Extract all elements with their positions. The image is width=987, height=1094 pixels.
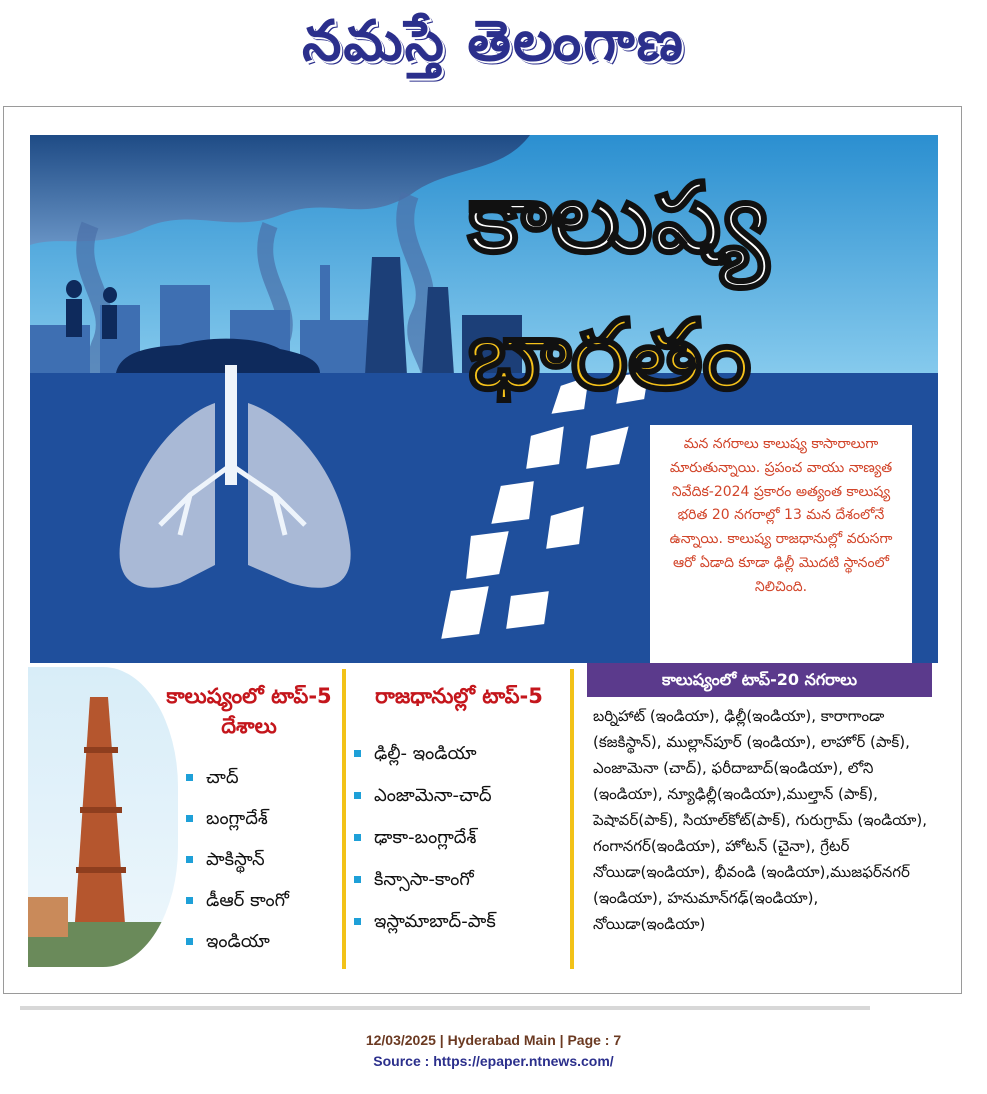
masthead-title: నమస్తే తెలంగాణ (302, 8, 685, 74)
article-clipping (3, 106, 962, 994)
list-item: కిన్సాసా-కాంగో (354, 859, 564, 901)
headline-line-1: కాలుష్య (468, 162, 769, 274)
list-item: ఢిల్లీ- ఇండియా (354, 733, 564, 775)
lists-section (4, 663, 961, 993)
capitals-list (354, 733, 564, 943)
list-item: ఢాకా-బంగ్లాదేశ్ (354, 817, 564, 859)
top5-capitals (354, 681, 564, 943)
page-edge-strip (20, 1006, 870, 1010)
column-divider (342, 669, 346, 969)
qutub-minar-image (28, 667, 178, 967)
list-item: బంగ్లాదేశ్ (186, 798, 334, 839)
list-item: చాద్ (186, 757, 334, 798)
top5-countries (164, 681, 334, 962)
countries-list (164, 757, 334, 962)
list-item: డీఆర్ కాంగో (186, 880, 334, 921)
page-footer (0, 1030, 987, 1072)
qutub-minar-photo (28, 667, 178, 967)
list-item: ఎంజామెనా-చాద్ (354, 775, 564, 817)
capitals-heading: రాజధానుల్లో టాప్-5 (375, 684, 543, 708)
footer-edition-line: 12/03/2025 | Hyderabad Main | Page : 7 (365, 1032, 622, 1048)
column-divider (570, 669, 574, 969)
headline-line-2: భారతం (468, 299, 752, 411)
intro-paragraph: మన నగరాలు కాలుష్య కాసారాలుగా మారుతున్నాయి. ప్రపంచ వాయు నాణ్యత నివేదిక-2024 ప్రకారం అత్యంత కాలుష్య భరిత 20 నగరాల్లో 13 మన దేశంలోనే ఉన్నాయి. కాలుష్య రాజధానుల్లో వరుసగా ఆరో ఏడాది కూడా ఢిల్లీ మొదటి స్థానంలో నిలిచింది. (650, 425, 912, 663)
list-item: పాకిస్థాన్ (186, 839, 334, 880)
newspaper-masthead (0, 8, 987, 88)
list-item: ఇండియా (186, 921, 334, 962)
hero-illustration (30, 135, 938, 663)
list-item: ఇస్లామాబాద్-పాక్ (354, 901, 564, 943)
top20-heading: కాలుష్యంలో టాప్-20 నగరాలు (587, 663, 932, 697)
top20-list: బర్నిహాట్ (ఇండియా), ఢిల్లీ(ఇండియా), కారాగాండా (కజకిస్థాన్), ముల్లాన్‌పూర్ (ఇండియా), లాహోర్ (పాక్), ఎంజామెనా (చాద్), ఫరీదాబాద్(ఇండియా), లోని (ఇండియా), న్యూఢిల్లీ(ఇండియా),ముల్తాన్ (పాక్), పెషావర్(పాక్), సియాల్‌కోట్(పాక్), గురుగ్రామ్ (ఇండియా), గంగానగర్(ఇండియా), హోటన్ (చైనా), గ్రేటర్ నోయిడా(ఇండియా), భీవండి (ఇండియా),ముజఫర్‌నగర్ (ఇండియా), హనుమాన్‌గఢ్(ఇండియా), నోయిడా(ఇండియా) (593, 707, 928, 933)
top20-cities (587, 663, 932, 937)
footer-source-line: Source : https://epaper.ntnews.com/ (373, 1053, 614, 1069)
countries-heading: కాలుష్యంలో టాప్-5 దేశాలు (166, 684, 332, 738)
